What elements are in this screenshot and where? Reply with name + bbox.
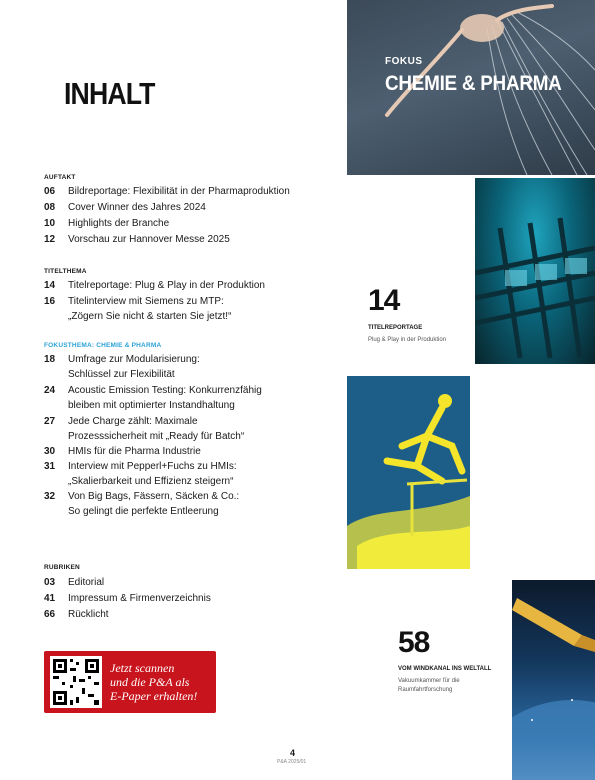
- qr-promo-line3: E-Paper erhalten!: [110, 689, 198, 703]
- toc-page-number: 03: [44, 577, 56, 588]
- toc-entry-title: Umfrage zur Modularisierung:: [68, 354, 200, 365]
- toc-entry-title: Von Big Bags, Fässern, Säcken & Co.:: [68, 491, 240, 502]
- qr-promo-text: [110, 661, 214, 703]
- toc-entry-title: Titelinterview mit Siemens zu MTP:: [68, 296, 224, 307]
- toc-page-number: 18: [44, 354, 56, 365]
- toc-entry-title: Acoustic Emission Testing: Konkurrenzfähig: [68, 385, 262, 396]
- toc-entry-title: HMIs für die Pharma Industrie: [68, 446, 201, 457]
- equipment-illustration: [475, 178, 595, 364]
- toc-entry-title: Cover Winner des Jahres 2024: [68, 202, 206, 213]
- toc-entry-title-line2: Prozesssicherheit mit „Ready für Batch“: [68, 431, 245, 442]
- hero-kicker: FOKUS: [385, 56, 423, 67]
- toc-entry-title: Impressum & Firmenverzeichnis: [68, 593, 211, 604]
- section-heading-auftakt: AUFTAKT: [44, 174, 76, 181]
- callout-subtitle: Vakuumkammer für die: [398, 678, 460, 684]
- rocket-illustration: [512, 580, 595, 780]
- toc-entry-title: Titelreportage: Plug & Play in der Produktion: [68, 280, 265, 291]
- toc-page-number: 27: [44, 416, 56, 427]
- hero-headline: CHEMIE & PHARMA: [385, 72, 562, 95]
- toc-entry-title-line2: bleiben mit optimierter Instandhaltung: [68, 400, 235, 411]
- toc-page-number: 31: [44, 461, 56, 472]
- callout-subtitle-line2: Raumfahrtforschung: [398, 687, 453, 693]
- callout-number: 14: [368, 284, 400, 317]
- toc-page-number: 24: [44, 385, 56, 396]
- footer-issue-note: P&A 2025/01: [277, 759, 307, 765]
- callout-subtitle: Plug & Play in der Produktion: [368, 337, 447, 343]
- toc-page-number: 06: [44, 186, 56, 197]
- toc-entry-title: Rücklicht: [68, 609, 109, 620]
- qr-promo-line1: Jetzt scannen: [110, 661, 175, 675]
- toc-entry-title: Interview mit Pepperl+Fuchs zu HMIs:: [68, 461, 237, 472]
- athlete-illustration: [347, 376, 470, 569]
- toc-entry-title: Highlights der Branche: [68, 218, 170, 229]
- toc-page-number: 16: [44, 296, 56, 307]
- callout-number: 58: [398, 626, 430, 659]
- toc-page-number: 30: [44, 446, 56, 457]
- equipment-image[interactable]: [475, 178, 595, 364]
- toc-entry-title: Editorial: [68, 577, 105, 588]
- section-heading-fokusthema: FOKUSTHEMA: CHEMIE & PHARMA: [44, 342, 162, 349]
- toc-page-number: 66: [44, 609, 56, 620]
- toc-entry-title: Jede Charge zählt: Maximale: [68, 416, 198, 427]
- toc-entry-title-line2: „Skalierbarkeit und Effizienz steigern“: [68, 476, 234, 487]
- toc-entry-title-line2: „Zögern Sie nicht & starten Sie jetzt!“: [68, 311, 232, 322]
- qr-promo-banner[interactable]: [44, 651, 216, 713]
- hero-image[interactable]: [347, 0, 595, 175]
- toc-entry-title: Vorschau zur Hannover Messe 2025: [68, 234, 230, 245]
- section-heading-titelthema: TITELTHEMA: [44, 268, 87, 275]
- toc-entry-title-line2: Schlüssel zur Flexibilität: [68, 369, 175, 380]
- toc-page-number: 12: [44, 234, 56, 245]
- page-title: INHALT: [64, 76, 155, 111]
- toc-page-number: 08: [44, 202, 56, 213]
- qr-promo-line2: und die P&A als: [110, 675, 190, 689]
- callout-heading: TITELREPORTAGE: [368, 325, 423, 331]
- qr-code-icon[interactable]: [50, 656, 102, 708]
- toc-page-number: 10: [44, 218, 56, 229]
- page-number: 4: [290, 748, 296, 758]
- toc-entry-title-line2: So gelingt die perfekte Entleerung: [68, 506, 219, 517]
- hurdle-image[interactable]: [347, 376, 470, 569]
- section-heading-rubriken: RUBRIKEN: [44, 564, 80, 571]
- toc-entry-title: Bildreportage: Flexibilität in der Pharmaproduktion: [68, 186, 290, 197]
- toc-page-number: 41: [44, 593, 56, 604]
- space-image[interactable]: [512, 580, 595, 780]
- callout-heading: VOM WINDKANAL INS WELTALL: [398, 666, 492, 672]
- toc-page-number: 14: [44, 280, 56, 291]
- toc-page-number: 32: [44, 491, 56, 502]
